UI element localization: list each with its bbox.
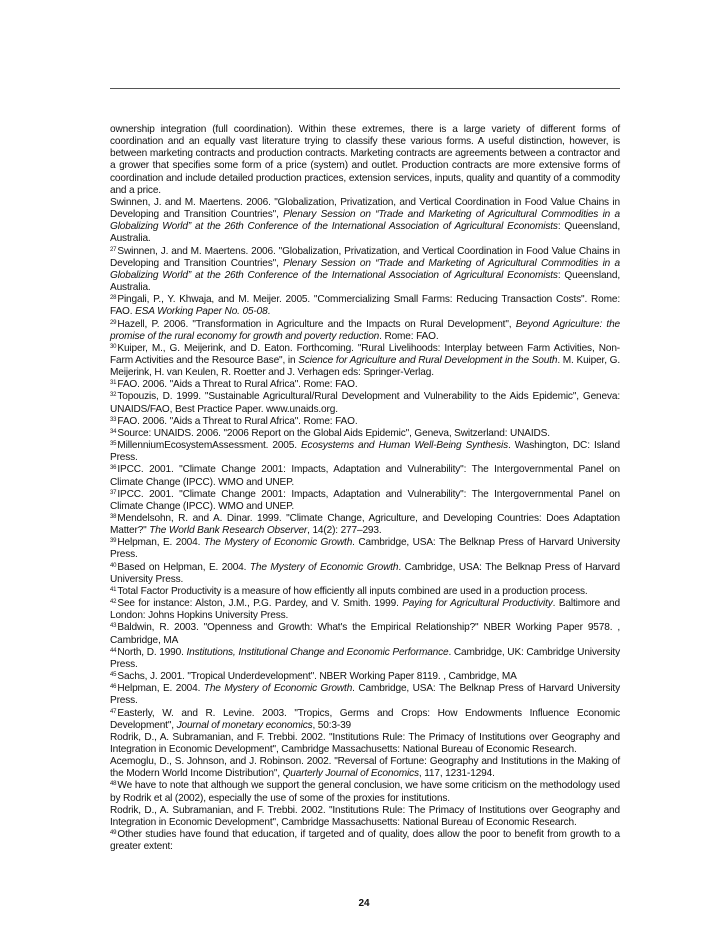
footnote-number: 31 — [110, 380, 117, 387]
footnote-italic-text: ESA Working Paper No. 05-08 — [135, 306, 268, 318]
footnote-text: . Cambridge, USA: The Belknap Press of Harvard University Press. — [110, 683, 620, 707]
footnote-text: Baldwin, R. 2003. "Openness and Growth: What's the Empirical Relationship?" NBER Working Paper 9578. , Cambridge, MA — [110, 622, 620, 646]
footnote-number: 44 — [110, 647, 117, 654]
footnote-text: Source: UNAIDS. 2006. "2006 Report on the Global Aids Epidemic", Geneva, Switzerland: UNAIDS. — [117, 427, 550, 439]
footnote — [110, 294, 620, 318]
footnote-text: Rodrik, D., A. Subramanian, and F. Trebbi. 2002. "Institutions Rule: The Primacy of Institutions over Geography and Integration in Economic Development", Cambridge Massachusetts: National Bureau of Economic Research. — [110, 804, 620, 828]
footnote-text: Acemoglu, D., S. Johnson, and J. Robinson. 2002. "Reversal of Fortune: Geography and Institutions in the Making of the Modern World Income Distribution", — [110, 756, 620, 780]
footnote-number: 32 — [110, 392, 117, 399]
footnote-number: 29 — [110, 319, 117, 326]
footnote-text: Rodrik, D., A. Subramanian, and F. Trebbi. 2002. "Institutions Rule: The Primacy of Institutions over Geography and Integration in Economic Development", Cambridge Massachusetts: National Bureau of Economic Research. — [110, 731, 620, 755]
footnote-text: . M. Kuiper, G. Meijerink, H. van Keulen, R. Roetter and J. Verhagen eds: Springer-Verlag. — [110, 354, 621, 379]
footnote-text: . Washington, DC: Island Press. — [110, 440, 620, 464]
footnote — [110, 428, 620, 440]
footnote — [110, 124, 620, 197]
footnote-italic-text: The World Bank Research Observer — [149, 525, 308, 537]
footnote — [110, 391, 620, 415]
footnote — [110, 379, 620, 391]
footnote-text: North, D. 1990. — [117, 646, 187, 658]
footnote-number: 30 — [110, 343, 117, 350]
footnote-text: : Queensland, Australia. — [110, 269, 620, 294]
footnote — [110, 440, 620, 464]
footnote — [110, 829, 620, 853]
footnote — [110, 586, 620, 598]
footnote-text: Helpman, E. 2004. — [117, 537, 204, 549]
footnote — [110, 732, 620, 756]
footnote-text: . Cambridge, USA: The Belknap Press of Harvard University Press. — [110, 537, 620, 561]
footnote — [110, 246, 620, 295]
footnote-number: 37 — [110, 489, 117, 496]
footnote-text: Swinnen, J. and M. Maertens. 2006. "Globalization, Privatization, and Vertical Coordination in Food Value Chains in Developing and Transition Countries", — [110, 196, 620, 221]
footnote-text: Kuiper, M., G. Meijerink, and D. Eaton. Forthcoming. "Rural Livelihoods: Interplay between Farm Activities, Non-Farm Activities and the Resource Base", in — [110, 342, 620, 366]
footnote — [110, 647, 620, 671]
footnote — [110, 683, 620, 707]
footnote-text: Helpman, E. 2004. — [117, 683, 204, 695]
footnote — [110, 319, 620, 343]
footnote-italic-text: Journal of monetary economics — [176, 719, 313, 731]
footnote-number: 34 — [110, 428, 117, 435]
footnote-text: . Rome: FAO. — [379, 330, 439, 342]
footnote-text: We have to note that although we support the general conclusion, we have some criticism on the methodology used by Rodrik et al (2002), especially the use of some of the proxies for institutions. — [110, 780, 620, 804]
footnote — [110, 416, 620, 428]
footnote — [110, 513, 620, 537]
footnote — [110, 671, 620, 683]
footnote — [110, 780, 620, 804]
footnote-number: 46 — [110, 684, 117, 691]
footnote-number: 38 — [110, 514, 117, 520]
footnote-number: 47 — [110, 708, 117, 715]
footnote-text: : Queensland, Australia. — [110, 221, 620, 245]
footnotes-section — [110, 124, 620, 853]
footnote-text: . Cambridge, USA: The Belknap Press of Harvard University Press. — [110, 561, 620, 585]
footnote-number: 43 — [110, 623, 117, 630]
footnote — [110, 489, 620, 513]
footnote-text: Total Factor Productivity is a measure of how efficiently all inputs combined are used in a production process. — [117, 585, 588, 597]
footnote-text: , 14(2): 277–293. — [307, 525, 382, 537]
footnote — [110, 343, 620, 379]
footnote-italic-text: The Mystery of Economic Growth — [203, 537, 353, 549]
footnote-text: MillenniumEcosystemAssessment. 2005. — [117, 440, 301, 452]
footnote-number: 36 — [110, 465, 117, 472]
footnote — [110, 537, 620, 561]
footnote-text: , 117, 1231-1294. — [418, 768, 495, 780]
footnote-text: FAO. 2006. "Aids a Threat to Rural Africa". Rome: FAO. — [117, 379, 358, 391]
footnote — [110, 598, 620, 622]
footnote — [110, 197, 620, 246]
footnote-text: FAO. 2006. "Aids a Threat to Rural Africa". Rome: FAO. — [117, 415, 358, 427]
footnote-italic-text: Plenary Session on “Trade and Marketing of Agricultural Commodities in a Globalizing World” at the 26th Conference of the International Association of Agricultural Economists — [110, 209, 620, 233]
footnote-text: . Cambridge, UK: Cambridge University Press. — [110, 646, 620, 670]
footnote-italic-text: Paying for Agricultural Productivity — [402, 598, 553, 610]
footnote-text: , 50:3-39 — [312, 719, 351, 731]
footnote-italic-text: The Mystery of Economic Growth — [249, 561, 399, 573]
footnote-text: Pingali, P., Y. Khwaja, and M. Meijer. 2005. "Commercializing Small Farms: Reducing Transaction Costs". Rome: FAO. — [110, 294, 620, 318]
footnote-text: IPCC. 2001. "Climate Change 2001: Impacts, Adaptation and Vulnerability": The Intergovernmental Panel on Climate Change (IPCC). WMO and UNEP. — [110, 464, 620, 488]
footnote-italic-text: Plenary Session on “Trade and Marketing of Agricultural Commodities in a Globalizing World” at the 26th Conference of the International Association of Agricultural Economists — [110, 257, 620, 281]
footnote — [110, 708, 620, 732]
footnote-text: Swinnen, J. and M. Maertens. 2006. "Globalization, Privatization, and Vertical Coordination in Food Value Chains in Developing and Transition Countries", — [110, 245, 620, 269]
footnote — [110, 756, 620, 780]
footnote-number: 42 — [110, 599, 117, 606]
footnote-text: See for instance: Alston, J.M., P.G. Pardey, and V. Smith. 1999. — [117, 598, 403, 610]
footnote-number: 35 — [110, 441, 117, 448]
footnote — [110, 464, 620, 488]
footnote-number: 49 — [110, 830, 117, 837]
footnote — [110, 805, 620, 829]
footnote-text: IPCC. 2001. "Climate Change 2001: Impacts, Adaptation and Vulnerability": The Intergovernmental Panel on Climate Change (IPCC). WMO and UNEP. — [110, 488, 620, 512]
footnote-text: . Baltimore and London: Johns Hopkins University Press. — [110, 598, 620, 622]
footnote-number: 48 — [110, 781, 117, 788]
footnote-text: . — [267, 306, 271, 318]
footnote-text: Hazell, P. 2006. "Transformation in Agriculture and the Impacts on Rural Development", — [117, 318, 516, 330]
footnote-text: Easterly, W. and R. Levine. 2003. "Tropics, Germs and Crops: How Endowments Influence Economic Development", — [110, 707, 620, 731]
footnote-italic-text: The Mystery of Economic Growth — [203, 683, 353, 695]
footnote-text: Topouzis, D. 1999. "Sustainable Agricultural/Rural Development and Vulnerability to the Aids Epidemic", Geneva: UNAIDS/FAO, Best Practice Paper. www.unaids.org. — [110, 391, 620, 415]
footnote-italic-text: Science for Agriculture and Rural Development in the South — [298, 354, 558, 366]
footnote-number: 28 — [110, 295, 117, 302]
footnote-italic-text: Quarterly Journal of Economics — [282, 768, 419, 780]
footnote-number: 39 — [110, 538, 117, 545]
footnote-number: 33 — [110, 416, 117, 423]
footnote-text: Sachs, J. 2001. "Tropical Underdevelopment". NBER Working Paper 8119. , Cambridge, MA — [117, 671, 517, 683]
footnote-italic-text: Beyond Agriculture: the promise of the rural economy for growth and poverty reduction — [110, 318, 621, 342]
footnote-italic-text: Institutions, Institutional Change and Economic Performance — [186, 646, 449, 658]
footnote-number: 40 — [110, 562, 117, 569]
footnote-text: Mendelsohn, R. and A. Dinar. 1999. "Climate Change, Agriculture, and Developing Countries: Does Adaptation Matter?" — [110, 513, 620, 537]
footnote-number: 45 — [110, 672, 117, 679]
footnote-text: ownership integration (full coordination). Within these extremes, there is a large variety of different forms of coordination and an equally vast literature trying to classify these various forms. A useful distinction, however, is between marketing contracts and production contracts. Marketing contracts are agreements between a contractor and a grower that specifies some form of a price (system) and outlet. Production contracts are more extensive forms of coordination and include detailed production practices, extension services, inputs, quality and quantity of a commodity and a price. — [110, 124, 620, 196]
footnote — [110, 622, 620, 646]
footnote-text: Other studies have found that education, if targeted and of quality, does allow the poor to benefit from growth to a greater extent: — [110, 829, 620, 853]
header-rule — [110, 88, 620, 89]
footnote-number: 27 — [110, 246, 117, 253]
footnote — [110, 562, 620, 586]
page-number: 24 — [358, 898, 370, 909]
footnote-number: 41 — [110, 586, 117, 593]
footnote-text: Based on Helpman, E. 2004. — [117, 561, 250, 573]
footnote-italic-text: Ecosystems and Human Well-Being Synthesis — [300, 440, 508, 452]
